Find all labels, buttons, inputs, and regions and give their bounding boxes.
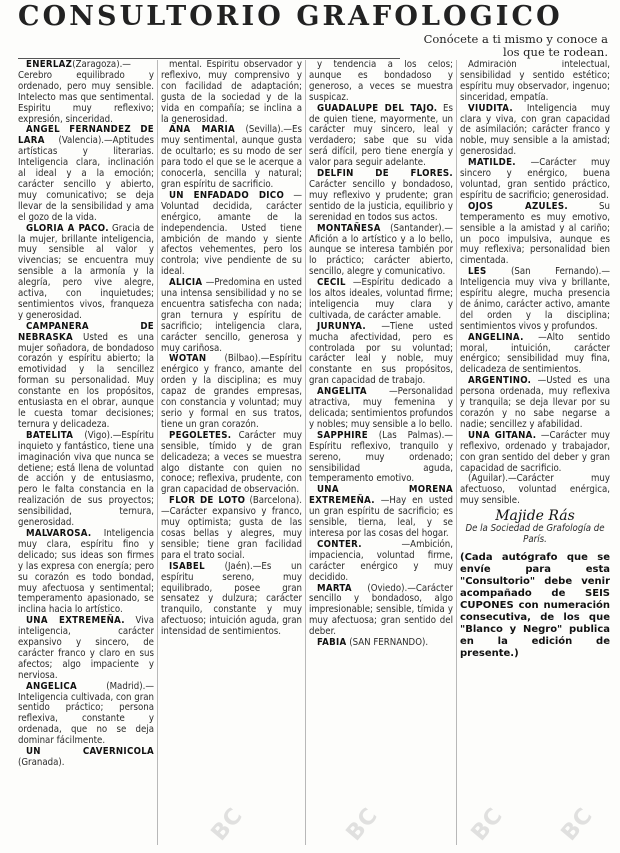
entry-pseudonym: UN ENFADADO DICO	[169, 189, 285, 201]
author-affiliation: De la Sociedad de Grafología de París.	[465, 523, 605, 545]
entry-pseudonym: OJOS AZULES.	[468, 200, 568, 212]
entry-pseudonym: MARTA	[317, 582, 352, 594]
entry-pseudonym: GLORIA A PACO.	[26, 222, 109, 234]
entry-pseudonym: UNA MORENA EXTREMEÑA.	[309, 484, 453, 507]
entry: y tendencia a los celos; aunque es bondadoso y generoso, a veces se muestra suspicaz.	[309, 60, 453, 103]
entry: Admiración intelectual, sensibilidad y sentido estético; espíritu muy observador, ingenuo; sinceridad, empatía.	[460, 60, 610, 103]
entry-pseudonym: EÑERLAZ	[26, 60, 73, 70]
entry-pseudonym: CONTER.	[317, 538, 362, 550]
entry-pseudonym: ANA MARIA	[169, 124, 235, 136]
entry: ANGEL FERNANDEZ DE LARA (Valencia).—Aptitudes artísticas y literarias. Inteligencia clara, inclinación al ideal y a la emoción; carácter sencillo y abierto, muy comunicativo; se deja llevar de la sensibilidad y ama el gozo de la vida.	[18, 124, 154, 223]
entry-pseudonym: FLOR DE LOTO	[169, 495, 246, 507]
entry-pseudonym: ANGELINA.	[468, 331, 524, 343]
entry: FABIA (SAN FERNANDO).	[317, 637, 429, 649]
entry: ANGELICA (Madrid).—Inteligencia cultivada, con gran sentido práctico; persona reflexiva, constante y ordenada, que no se deja dominar fácilmente.	[18, 680, 154, 747]
entry: MONTAÑESA (Santander).—Afición a lo artístico y a lo bello, aunque se interesa también por lo práctico; carácter abierto, sencillo, alegre y comunicativo.	[309, 222, 453, 278]
entry-pseudonym: ANGELITA	[317, 386, 367, 398]
entry-pseudonym: VIUDITA.	[468, 102, 513, 114]
entry: MATILDE. —Carácter muy sincero y enérgico, buena voluntad, gran sentido práctico, espíritu de sacrificio; generosidad.	[460, 157, 610, 201]
watermark: BC	[466, 803, 509, 846]
entry-pseudonym: DELFIN DE FLORES.	[317, 168, 453, 180]
entry-pseudonym: ARGENTINO.	[468, 375, 532, 387]
entry-pseudonym: LES	[468, 266, 487, 278]
entry: UNA GITANA. —Carácter muy reflexivo, ordenado y trabajador, con gran sentido del deber y gran capacidad de sacrificio.	[460, 429, 610, 474]
entry: CECIL —Espíritu dedicado a los altos ideales, voluntad firme; inteligencia muy clara y cultivada, de carácter amable.	[309, 277, 453, 321]
entry-pseudonym: WOTAN	[169, 353, 207, 365]
entry: UN CAVERNICOLA (Granada).	[18, 746, 154, 768]
entry: MARTA (Oviedo).—Carácter sencillo y bondadoso, algo impresionable; sensible, tímida y muy afectuosa; gran sentido del deber.	[309, 582, 453, 638]
entry-pseudonym: UNA EXTREMEÑA.	[26, 615, 125, 627]
watermark: BC	[341, 803, 384, 846]
entry-pseudonym: BATELITA	[26, 429, 74, 441]
entry: ISABEL (Jaén).—Es un espíritu sereno, muy equilibrado, posee gran sensatez y dulzura; carácter tranquilo, constante y muy afectuoso; intuición aguda, gran intensidad de sentimientos.	[161, 560, 302, 638]
entry-pseudonym: MATILDE.	[468, 157, 516, 169]
column-divider	[157, 60, 158, 845]
coupon-note: (Cada autógrafo que se envíe para esta "Consultorio" debe venir acompañado de SEIS CUPONES con numeración consecutiva, de los que "Blanco y Negro" publica en la edición de presente.)	[460, 551, 610, 659]
entry: WOTAN (Bilbao).—Espíritu enérgico y franco, amante del orden y la disciplina; es muy capaz de grandes empresas, con constancia y voluntad; muy serio y formal en sus tratos, tiene un gran corazón.	[161, 353, 302, 430]
entry: ANGELITA —Personalidad atractiva, muy femenina y delicada; sentimientos profundos y nobles; muy sensible a lo bello.	[309, 386, 453, 430]
page-title: CONSULTORIO GRAFOLOGICO	[18, 1, 563, 32]
watermark: BC	[556, 803, 599, 846]
entry: ARGENTINO. —Usted es una persona ordenada, muy reflexiva y tranquila; se deja llevar por su corazón y no sabe negarse a nadie; sencillez y afabilidad.	[460, 375, 610, 430]
text-column-2	[161, 60, 302, 845]
page-subtitle: Conócete a ti mismo y conoce a los que te rodean.	[423, 32, 608, 59]
entry-pseudonym: GUADALUPE DEL TAJO.	[317, 102, 438, 114]
column-divider	[456, 60, 457, 845]
entry: MALVAROSA. Inteligencia muy clara, espíritu fino y delicado; sus ideas son firmes y las expresa con energía; pero su corazón es todo bondad, muy afectuosa y sentimental; temperamento apasionado, se inclina hacia lo artístico.	[18, 527, 154, 616]
entry-pseudonym: ISABEL	[169, 560, 205, 572]
entry-pseudonym: ANGELICA	[26, 680, 78, 692]
entry-pseudonym: PEGOLETES.	[169, 429, 232, 441]
entry: EÑERLAZ(Zaragoza).—Cerebro equilibrado y ordenado, pero muy sensible. Intelecto mas que sentimental. Espiritu muy reflexivo; expresión, sinceridad.	[18, 60, 154, 125]
entry: ANGELINA. —Alto sentido moral, intuición, carácter enérgico; sensibilidad muy fina, delicadeza de sentimientos.	[460, 331, 610, 376]
watermark: BC	[206, 803, 249, 846]
text-column-3	[309, 60, 453, 845]
entry: ALICIA —Predomina en usted una intensa sensibilidad y no se encuentra satisfecha con nada; gran ternura y espíritu de sacrificio; inteligencia clara, carácter sencillo, generosa y muy cariñosa.	[161, 277, 302, 354]
entry: UN ENFADADO DICO —Voluntad decidida, carácter enérgico, amante de la independencia. Usted tiene ambición de mando y siente afectos vehementes, pero los controla; vive pendiente de su ideal.	[161, 189, 302, 278]
entry: ANA MARIA (Sevilla).—Es muy sentimental, aunque gusta de ocultarlo; es su modo de ser para todo el que se le acerque a conocerla, sencilla y natural; gran espíritu de sacrificio.	[161, 124, 302, 190]
entry-pseudonym: ALICIA	[169, 277, 203, 289]
author-signature: Majide Rás	[495, 508, 575, 525]
entry: GLORIA A PACO. Gracia de la mujer, brillante inteligencia, muy sensible al valor y vivencias; se encuentra muy sensible a la armonía y la alegría, pero vive alegre, activa, con inquietudes; sentimientos vivos, franqueza y generosidad.	[18, 222, 154, 321]
entry: JURUNYA. —Tiene usted mucha afectividad, pero es controlada por su voluntad; carácter leal y noble, muy constante en sus propósitos, gran capacidad de trabajo.	[309, 320, 453, 387]
text-column-4	[460, 60, 610, 845]
column-divider	[305, 60, 306, 845]
entry: CONTER. —Ambición, impaciencia, voluntad firme, carácter enérgico y muy decidido.	[309, 538, 453, 583]
entry: (Aguilar).—Carácter muy afectuoso, voluntad enérgica, muy sensible.	[460, 473, 610, 507]
entry-pseudonym: UN CAVERNICOLA	[26, 746, 154, 758]
entry-pseudonym: MALVAROSA.	[26, 527, 92, 539]
entry-pseudonym: CECIL	[317, 277, 346, 289]
text-column-1	[18, 60, 154, 845]
entry-pseudonym: MONTAÑESA	[317, 222, 381, 234]
entry: mental. Espíritu observador y reflexivo, muy comprensivo y con facilidad de adaptación; gusta de la sociedad y de la vida en compañía; se inclina a la generosidad.	[161, 60, 302, 125]
entry: OJOS AZULES. Su temperamento es muy emotivo, sensible a la amistad y al cariño; un poco impulsiva, aunque es muy reflexiva; personalidad bien cimentada.	[460, 200, 610, 267]
entry-pseudonym: UNA GITANA.	[468, 429, 537, 441]
entry: FLOR DE LOTO (Barcelona).—Carácter expansivo y franco, muy optimista; gusta de las cosas bellas y alegres, muy sensible; tiene gran facilidad para el trato social.	[161, 495, 302, 561]
entry: CAMPANERA DE NEBRASKA Usted es una mujer soñadora, de bondadoso corazón y espíritu abierto; la emotividad y la sencillez forman su personalidad. Muy constante en los propósitos, entusiasta en el obrar, aunque le cuesta tomar decisiones; ternura y delicadeza.	[18, 320, 154, 430]
entry: SAPPHIRE (Las Palmas).—Espíritu reflexivo, tranquilo y sereno, muy ordenado; sensibilidad aguda, temperamento emotivo.	[309, 429, 453, 485]
entry: PEGOLETES. Carácter muy sensible, tímido y de gran delicadeza; a veces se muestra algo distante con quien no conoce; reflexiva, prudente, con gran capacidad de observación.	[161, 429, 302, 496]
entry-pseudonym: JURUNYA.	[317, 320, 366, 332]
entry: UNA EXTREMEÑA. Viva inteligencia, carácter expansivo y sincero, de carácter franco y claro en sus afectos; algo impaciente y nerviosa.	[18, 615, 154, 681]
entry: LES (San Fernando).—Inteligencia muy viva y brillante, espíritu alegre, mucha presencia de ánimo, carácter activo, amante del orden y la disciplina; sentimientos vivos y profundos.	[460, 266, 610, 332]
entry: GUADALUPE DEL TAJO. Es de quien tiene, mayormente, un carácter muy sincero, leal y verdadero; sabe que su vida será difícil, pero tiene energía y valor para seguir adelante.	[309, 102, 453, 169]
entry-pseudonym: FABIA	[317, 637, 347, 649]
entry-pseudonym: SAPPHIRE	[317, 429, 368, 441]
entry: BATELITA (Vigo).—Espíritu inquieto y fantástico, tiene una imaginación viva que nunca se detiene; está llena de voluntad de acción y de entusiasmo, pero le falta constancia en la realización de sus proyectos; sensibilidad, ternura, generosidad.	[18, 429, 154, 529]
entry-pseudonym: CAMPANERA DE NEBRASKA	[18, 320, 154, 343]
entry: VIUDITA. Inteligencia muy clara y viva, con gran capacidad de asimilación; carácter franco y noble, muy sensible a la amistad; generosidad.	[460, 102, 610, 158]
entry-pseudonym: ANGEL FERNANDEZ DE LARA	[18, 124, 154, 147]
title-rule	[18, 58, 400, 59]
entry: UNA MORENA EXTREMEÑA. —Hay en usted un gran espíritu de sacrificio; es sensible, tierna, leal, y se interesa por las cosas del hogar.	[309, 484, 453, 539]
entry: DELFIN DE FLORES. Carácter sencillo y bondadoso, muy reflexivo y prudente; gran sentido de la justicia, equilibrio y serenidad en todos sus actos.	[309, 168, 453, 223]
